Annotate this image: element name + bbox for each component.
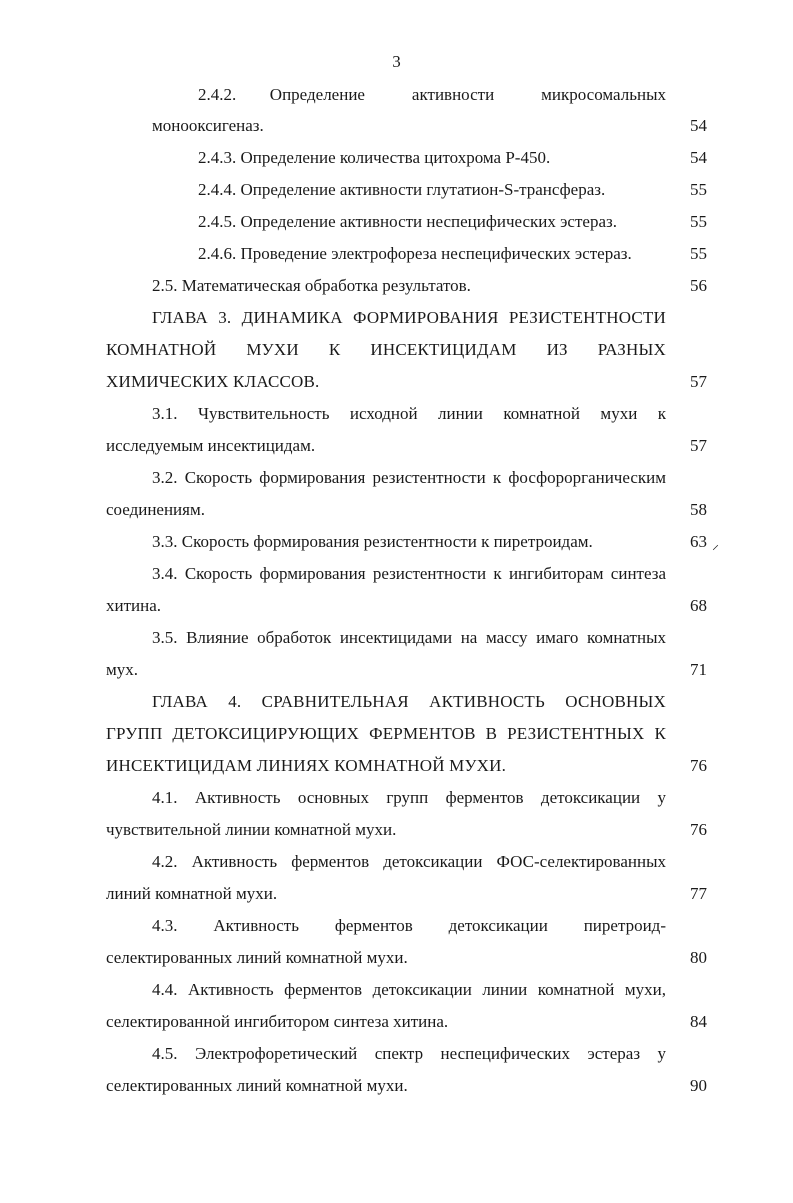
toc-line: селектированных линий комнатной мухи. (106, 1076, 408, 1095)
toc-line: 4.4. Активность ферментов детоксикации линии комнатной мухи, (152, 980, 666, 999)
toc-line: 3.4. Скорость формирования резистентности к ингибиторам синтеза (152, 564, 666, 583)
chapter-heading-line: ГЛАВА 3. ДИНАМИКА ФОРМИРОВАНИЯ РЕЗИСТЕНТНОСТИ (152, 308, 666, 327)
toc-line: селектированной ингибитором синтеза хитина. (106, 1012, 449, 1031)
toc-page-number: 77 (690, 884, 707, 903)
toc-line: исследуемым инсектицидам. (106, 436, 316, 455)
toc-line: 3.1. Чувствительность исходной линии комнатной мухи к (152, 404, 666, 423)
toc-line: 3.5. Влияние обработок инсектицидами на массу имаго комнатных (152, 628, 666, 647)
chapter-heading-line: ГРУПП ДЕТОКСИЦИРУЮЩИХ ФЕРМЕНТОВ В РЕЗИСТЕНТНЫХ К (106, 724, 666, 743)
toc-line: 2.4.2. Определение активности микросомальных (198, 85, 666, 104)
toc-line: хитина. (106, 596, 162, 615)
toc-page-number: 54 (690, 148, 707, 167)
toc-page-number: 80 (690, 948, 707, 967)
toc-page-number: 55 (690, 180, 707, 199)
chapter-heading-line: ГЛАВА 4. СРАВНИТЕЛЬНАЯ АКТИВНОСТЬ ОСНОВНЫХ (152, 692, 666, 711)
stray-mark: ⸝ (712, 538, 719, 553)
chapter-heading-line: ИНСЕКТИЦИДАМ ЛИНИЯХ КОМНАТНОЙ МУХИ. (106, 756, 507, 775)
toc-line: чувствительной линии комнатной мухи. (106, 820, 397, 839)
toc-page-number: 90 (690, 1076, 707, 1095)
toc-page-number: 58 (690, 500, 707, 519)
toc-page-number: 55 (690, 244, 707, 263)
toc-page-number: 63 (690, 532, 707, 551)
chapter-heading-line: ХИМИЧЕСКИХ КЛАССОВ. (106, 372, 320, 391)
toc-page-number: 54 (690, 116, 707, 135)
toc-page-number: 56 (690, 276, 707, 295)
toc-line: 4.1. Активность основных групп ферментов детоксикации у (152, 788, 666, 807)
page-number: 3 (392, 52, 401, 71)
toc-line: линий комнатной мухи. (106, 884, 278, 903)
toc-page-number: 84 (690, 1012, 707, 1031)
toc-page-number: 71 (690, 660, 707, 679)
toc-line: 4.2. Активность ферментов детоксикации ФОС-селектированных (152, 852, 666, 871)
toc-line: 3.3. Скорость формирования резистентности к пиретроидам. (152, 532, 593, 551)
toc-line: 2.4.6. Проведение электрофореза неспецифических эстераз. (198, 244, 632, 263)
toc-line: 2.4.4. Определение активности глутатион-S-трансфераз. (198, 180, 606, 199)
chapter-heading-line: КОМНАТНОЙ МУХИ К ИНСЕКТИЦИДАМ ИЗ РАЗНЫХ (106, 340, 666, 359)
toc-line: 2.4.5. Определение активности неспецифических эстераз. (198, 212, 617, 231)
toc-line: 2.5. Математическая обработка результатов. (152, 276, 471, 295)
toc-page-number: 76 (690, 820, 707, 839)
toc-page-number: 55 (690, 212, 707, 231)
toc-page-number: 57 (690, 436, 707, 455)
toc-line: 2.4.3. Определение количества цитохрома Р-450. (198, 148, 551, 167)
toc-line: монооксигеназ. (152, 116, 264, 135)
toc-page-number: 57 (690, 372, 707, 391)
toc-line: мух. (106, 660, 139, 679)
toc-line: 4.5. Электрофоретический спектр неспецифических эстераз у (152, 1044, 666, 1063)
toc-page-number: 76 (690, 756, 707, 775)
toc-line: селектированных линий комнатной мухи. (106, 948, 408, 967)
toc-line: 4.3. Активность ферментов детоксикации пиретроид- (152, 916, 666, 935)
toc-page-number: 68 (690, 596, 707, 615)
toc-line: соединениям. (106, 500, 205, 519)
toc-line: 3.2. Скорость формирования резистентности к фосфорорганическим (152, 468, 666, 487)
